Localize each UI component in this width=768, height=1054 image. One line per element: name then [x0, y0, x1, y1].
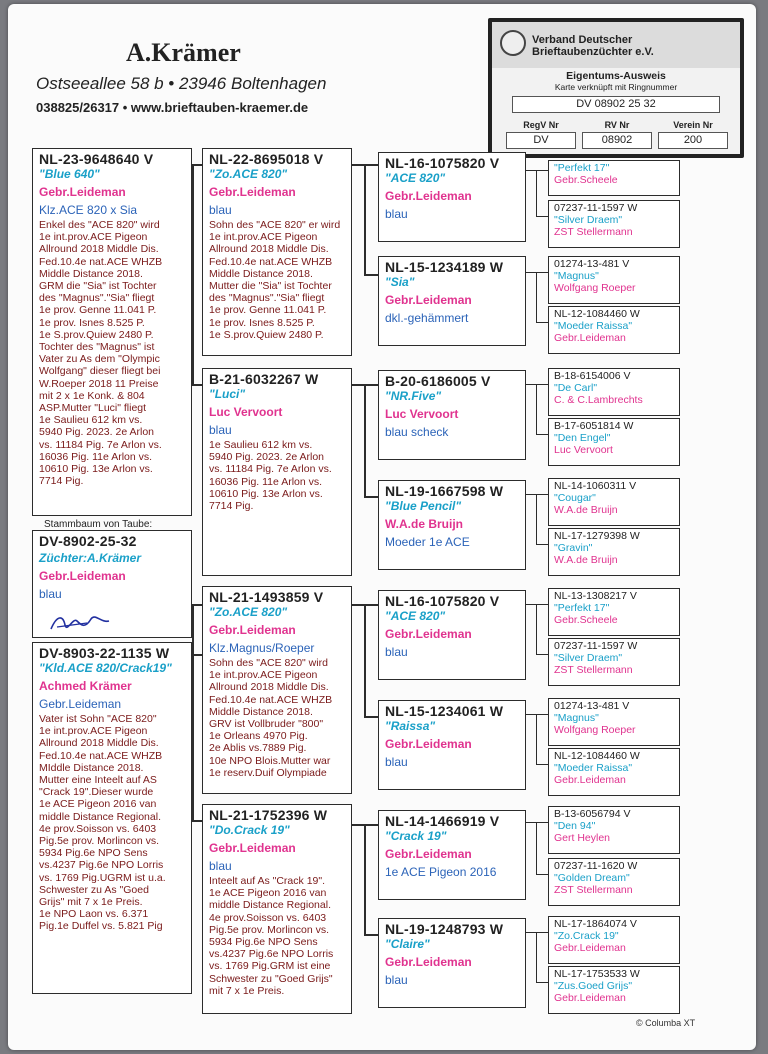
card-title-line1: Verband Deutscher: [532, 34, 633, 46]
gen4-name: "Cougar": [554, 492, 596, 504]
gen4-ring: NL-17-1753533 W: [554, 968, 640, 980]
connector-line: [364, 496, 378, 498]
connector-line: [364, 604, 366, 716]
gen4-breeder: Wolfgang Roeper: [554, 282, 636, 294]
connector-line: [536, 544, 548, 545]
connector-line: [364, 164, 366, 274]
gen3-ring: NL-15-1234061 W: [385, 703, 504, 719]
gen4-name: "Zus.Goed Grijs": [554, 980, 633, 992]
gen4-ring: NL-13-1308217 V: [554, 590, 637, 602]
card-col-label: RV Nr: [604, 120, 630, 130]
gen2-box-4: [202, 804, 352, 1014]
gen2-description: 1e Saulieu 612 km vs. 5940 Pig. 2023. 2e Arlon vs. 11184 Pig. 7e Arlon vs. 16036 Pig. 11e Arlon vs. 10610 Pig. 13e Arlon vs. 7714 Pig.: [209, 439, 332, 513]
gen4-name: "Moeder Raissa": [554, 762, 633, 774]
gen4-name: "De Carl": [554, 382, 598, 394]
gen4-box-7: [548, 478, 680, 526]
connector-line: [536, 216, 548, 217]
gen4-box-4: [548, 306, 680, 354]
gen3-color: dkl.-gehämmert: [385, 311, 469, 325]
gen3-name: "Blue Pencil": [385, 499, 462, 513]
gen4-ring: NL-12-1084460 W: [554, 750, 640, 762]
card-heading: Eigentums-Ausweis: [566, 70, 666, 82]
gen3-color: Moeder 1e ACE: [385, 535, 470, 549]
gen3-breeder: Gebr.Leideman: [385, 189, 472, 203]
connector-line: [192, 820, 202, 822]
connector-line: [536, 822, 537, 874]
sire-breeder: Gebr.Leideman: [39, 185, 126, 199]
connector-line: [192, 654, 202, 656]
dam-color: Gebr.Leideman: [39, 697, 122, 711]
gen4-ring: B-17-6051814 W: [554, 420, 634, 432]
gen2-name: "Zo.ACE 820": [209, 605, 288, 619]
sire-color: Klz.ACE 820 x Sia: [39, 203, 138, 217]
gen3-breeder: Luc Vervoort: [385, 407, 459, 421]
gen4-breeder: W.A.de Bruijn: [554, 504, 618, 516]
gen2-color: blau: [209, 859, 232, 873]
gen3-box-8: [378, 918, 526, 1008]
gen2-description: Sohn des "ACE 820" er wird 1e int.prov.ACE Pigeon Allround 2018 Middle Dis. Fed.10.4e nat.ACE WHZB Middle Distance 2018. Mutter die "Sia" ist Tochter des "Magnus"."Sia" fliegt 1e prov. Genne 11.041 P. 1e prov. Isnes 8.525 P. 1e S.prov.Quiew 2480 P.: [209, 219, 341, 341]
pigeon-logo-icon: [500, 30, 526, 56]
connector-line: [364, 716, 378, 718]
gen3-ring: NL-19-1667598 W: [385, 483, 504, 499]
sire-ring: NL-23-9648640 V: [39, 151, 154, 167]
gen4-breeder: Gebr.Leideman: [554, 992, 626, 1004]
gen3-box-7: [378, 810, 526, 900]
connector-line: [192, 604, 194, 820]
gen4-name: "Gravin": [554, 542, 593, 554]
gen2-box-3: [202, 586, 352, 794]
gen2-name: "Zo.ACE 820": [209, 167, 288, 181]
gen4-ring: 07237-11-1620 W: [554, 860, 638, 872]
gen4-ring: 07237-11-1597 W: [554, 640, 638, 652]
gen3-name: "NR.Five": [385, 389, 442, 403]
card-col-verein: [658, 120, 728, 149]
breeder-contact: 038825/26317 • www.brieftauben-kraemer.de: [36, 100, 309, 115]
connector-line: [364, 824, 366, 934]
gen4-ring: NL-14-1060311 V: [554, 480, 637, 492]
gen4-ring: 01274-13-481 V: [554, 700, 630, 712]
card-col-value: 08902: [582, 132, 652, 149]
gen4-ring: 01274-13-481 V: [554, 258, 630, 270]
gen4-box-1: [548, 160, 680, 196]
gen3-ring: NL-16-1075820 V: [385, 155, 500, 171]
gen2-ring: NL-21-1493859 V: [209, 589, 324, 605]
connector-line: [536, 384, 537, 434]
connector-line: [536, 170, 537, 216]
gen4-breeder: Gebr.Leideman: [554, 332, 626, 344]
gen4-breeder: Gebr.Scheele: [554, 614, 618, 626]
dam-ring: DV-8903-22-1135 W: [39, 645, 170, 661]
dam-name: "Kld.ACE 820/Crack19": [39, 661, 172, 675]
gen4-breeder: ZST Stellermann: [554, 664, 633, 676]
card-col-value: DV: [506, 132, 576, 149]
connector-line: [192, 604, 202, 606]
stammbaum-label: Stammbaum von Taube:: [44, 519, 153, 530]
card-col-rv: [582, 120, 652, 149]
connector-line: [536, 604, 537, 654]
gen3-breeder: Gebr.Leideman: [385, 847, 472, 861]
gen3-ring: B-20-6186005 V: [385, 373, 491, 389]
gen3-color: 1e ACE Pigeon 2016: [385, 865, 497, 879]
signature-icon: [47, 611, 117, 635]
connector-line: [536, 434, 548, 435]
connector-line: [536, 322, 548, 323]
gen3-box-6: [378, 700, 526, 790]
gen3-breeder: Gebr.Leideman: [385, 737, 472, 751]
gen4-box-6: [548, 418, 680, 466]
connector-line: [536, 714, 537, 764]
gen4-name: "Golden Dream": [554, 872, 630, 884]
gen3-box-4: [378, 480, 526, 570]
card-ring-number: DV 08902 25 32: [512, 96, 720, 113]
gen3-name: "Claire": [385, 937, 430, 951]
breeder-name: A.Krämer: [126, 38, 241, 67]
gen4-breeder: Gert Heylen: [554, 832, 611, 844]
gen4-name: "Magnus": [554, 712, 599, 724]
gen4-box-13: [548, 806, 680, 854]
gen4-name: "Den Engel": [554, 432, 611, 444]
connector-line: [536, 932, 537, 982]
gen3-box-1: [378, 152, 526, 242]
gen4-breeder: C. & C.Lambrechts: [554, 394, 643, 406]
sire-name: "Blue 640": [39, 167, 100, 181]
gen3-ring: NL-14-1466919 V: [385, 813, 500, 829]
gen4-box-2: [548, 200, 680, 248]
gen4-box-12: [548, 748, 680, 796]
pedigree-sheet: [8, 4, 756, 1050]
gen3-name: "Sia": [385, 275, 415, 289]
gen3-ring: NL-16-1075820 V: [385, 593, 500, 609]
connector-line: [536, 764, 548, 765]
gen3-color: blau scheck: [385, 425, 449, 439]
gen4-ring: B-13-6056794 V: [554, 808, 631, 820]
gen4-breeder: W.A.de Bruijn: [554, 554, 618, 566]
breeder-address: Ostseeallee 58 b • 23946 Boltenhagen: [36, 74, 327, 93]
gen3-breeder: W.A.de Bruijn: [385, 517, 463, 531]
gen4-name: "Den 94": [554, 820, 596, 832]
subject-line2: Gebr.Leideman: [39, 569, 126, 583]
gen3-color: blau: [385, 973, 408, 987]
gen4-breeder: Wolfgang Roeper: [554, 724, 636, 736]
card-col-regv: [506, 120, 576, 149]
gen3-box-3: [378, 370, 526, 460]
gen2-ring: NL-22-8695018 V: [209, 151, 324, 167]
gen3-box-5: [378, 590, 526, 680]
gen4-box-14: [548, 858, 680, 906]
gen4-box-15: [548, 916, 680, 964]
gen2-description: Sohn des "ACE 820" wird 1e int.prov.ACE Pigeon Allround 2018 Middle Dis. Fed.10.4e nat.ACE WHZB Middle Distance 2018. GRV ist Vollbruder "800" 1e Orleans 4970 Pig. 2e Ablis vs.7889 Pig. 10e NPO Blois.Mutter war 1e reserv.Duif Olympiade: [209, 657, 333, 779]
gen4-breeder: Luc Vervoort: [554, 444, 613, 456]
gen3-name: "Crack 19": [385, 829, 447, 843]
dam-box: [32, 642, 192, 994]
gen2-breeder: Gebr.Leideman: [209, 841, 296, 855]
gen4-breeder: ZST Stellermann: [554, 226, 633, 238]
subject-box: [32, 530, 192, 638]
gen3-name: "ACE 820": [385, 171, 446, 185]
gen4-ring: B-18-6154006 V: [554, 370, 631, 382]
gen2-breeder: Gebr.Leideman: [209, 623, 296, 637]
gen2-ring: B-21-6032267 W: [209, 371, 319, 387]
gen2-description: Inteelt auf As "Crack 19". 1e ACE Pigeon 2016 van middle Distance Regional. 4e prov.Soisson vs. 6403 Pig.5e prov. Morlincon vs. 5934 Pig.6e NPO Sens vs.4237 Pig.6e NPO Lorris vs. 1769 Pig.GRM ist eine Schwester zu "Goed Grijs" mit 7 x 1e Preis.: [209, 875, 334, 997]
gen3-breeder: Gebr.Leideman: [385, 627, 472, 641]
card-col-value: 200: [658, 132, 728, 149]
connector-line: [536, 982, 548, 983]
gen4-name: "Magnus": [554, 270, 599, 282]
card-title-line2: Brieftaubenzüchter e.V.: [532, 46, 654, 58]
gen4-breeder: Gebr.Scheele: [554, 174, 618, 186]
gen4-name: "Perfekt 17": [554, 602, 610, 614]
dam-description: Vater ist Sohn "ACE 820" 1e int.prov.ACE Pigeon Allround 2018 Middle Dis. Fed.10.4e nat.ACE WHZB MIddle Distance 2018. Mutter eine Inteelt auf AS "Crack 19".Dieser wurde 1e ACE Pigeon 2016 van middle Distance Regional. 4e prov.Soisson vs. 6403 Pig.5e prov. Morlincon vs. 5934 Pig.6e NPO Sens vs.4237 Pig.6e NPO Lorris vs. 1769 Pig.UGRM ist u.a. Schwester zu As "Goed Grijs" mit 7 x 1e Preis. 1e NPO Laon vs. 6.371 Pig.1e Duffel vs. 5.821 Pig: [39, 713, 166, 933]
connector-line: [536, 494, 537, 544]
gen4-ring: NL-17-1864074 V: [554, 918, 637, 930]
card-subheading: Karte verknüpft mit Ringnummer: [554, 82, 678, 92]
connector-line: [192, 164, 202, 166]
connector-line: [536, 272, 537, 322]
gen4-box-10: [548, 638, 680, 686]
sire-description: Enkel des "ACE 820" wird 1e int.prov.ACE Pigeon Allround 2018 Middle Dis. Fed.10.4e nat.ACE WHZB Middle Distance 2018. GRM die "Sia" ist Tochter des "Magnus"."Sia" fliegt 1e prov. Genne 11.041 P. 1e prov. Isnes 8.525 P. 1e S.prov.Quiew 2480 P. Tochter des "Magnus" ist Vater zu As dem "Olympic Wolfgang" dieser fliegt bei W.Roeper 2018 11 Preise mit 2 x 1e Konk. & 804 ASP.Mutter "Luci" fliegt 1e Saulieu 612 km vs. 5940 Pig. 2023. 2e Arlon vs. 11184 Pig. 7e Arlon vs. 16036 Pig. 11e Arlon vs. 10610 Pig. 13e Arlon vs. 7714 Pig.: [39, 219, 163, 488]
gen4-ring: NL-17-1279398 W: [554, 530, 640, 542]
card-col-label: RegV Nr: [523, 120, 559, 130]
connector-line: [536, 874, 548, 875]
gen2-box-1: [202, 148, 352, 356]
gen2-name: "Luci": [209, 387, 246, 401]
gen3-name: "ACE 820": [385, 609, 446, 623]
dam-breeder: Achmed Krämer: [39, 679, 132, 693]
gen4-name: "Perfekt 17": [554, 162, 610, 174]
connector-line: [536, 654, 548, 655]
gen3-breeder: Gebr.Leideman: [385, 293, 472, 307]
gen4-box-5: [548, 368, 680, 416]
gen4-name: "Silver Draem": [554, 652, 623, 664]
gen2-name: "Do.Crack 19": [209, 823, 290, 837]
gen3-ring: NL-15-1234189 W: [385, 259, 504, 275]
gen3-color: blau: [385, 755, 408, 769]
gen2-breeder: Gebr.Leideman: [209, 185, 296, 199]
gen4-name: "Silver Draem": [554, 214, 623, 226]
gen3-breeder: Gebr.Leideman: [385, 955, 472, 969]
gen3-box-2: [378, 256, 526, 346]
gen4-ring: NL-12-1084460 W: [554, 308, 640, 320]
gen4-box-16: [548, 966, 680, 1014]
gen4-ring: 07237-11-1597 W: [554, 202, 638, 214]
gen2-breeder: Luc Vervoort: [209, 405, 283, 419]
gen2-color: blau: [209, 203, 232, 217]
card-col-label: Verein Nr: [673, 120, 713, 130]
gen2-color: blau: [209, 423, 232, 437]
gen2-ring: NL-21-1752396 W: [209, 807, 328, 823]
gen4-breeder: Gebr.Leideman: [554, 774, 626, 786]
connector-line: [364, 934, 378, 936]
gen2-color: Klz.Magnus/Roeper: [209, 641, 315, 655]
subject-breeder-label: Züchter:A.Krämer: [39, 551, 142, 565]
subject-color: blau: [39, 587, 62, 601]
connector-line: [364, 384, 366, 496]
gen4-breeder: ZST Stellermann: [554, 884, 633, 896]
connector-line: [192, 164, 194, 384]
gen4-box-3: [548, 256, 680, 304]
gen4-name: "Moeder Raissa": [554, 320, 633, 332]
connector-line: [364, 274, 378, 276]
gen3-color: blau: [385, 645, 408, 659]
ownership-card: [488, 18, 744, 158]
subject-ring: DV-8902-25-32: [39, 533, 137, 549]
sire-box: [32, 148, 192, 516]
gen4-name: "Zo.Crack 19": [554, 930, 619, 942]
copyright: © Columba XT: [636, 1018, 696, 1028]
gen2-box-2: [202, 368, 352, 576]
gen4-breeder: Gebr.Leideman: [554, 942, 626, 954]
gen4-box-11: [548, 698, 680, 746]
gen3-color: blau: [385, 207, 408, 221]
connector-line: [192, 384, 202, 386]
gen4-box-9: [548, 588, 680, 636]
gen4-box-8: [548, 528, 680, 576]
gen3-name: "Raissa": [385, 719, 436, 733]
gen3-ring: NL-19-1248793 W: [385, 921, 504, 937]
